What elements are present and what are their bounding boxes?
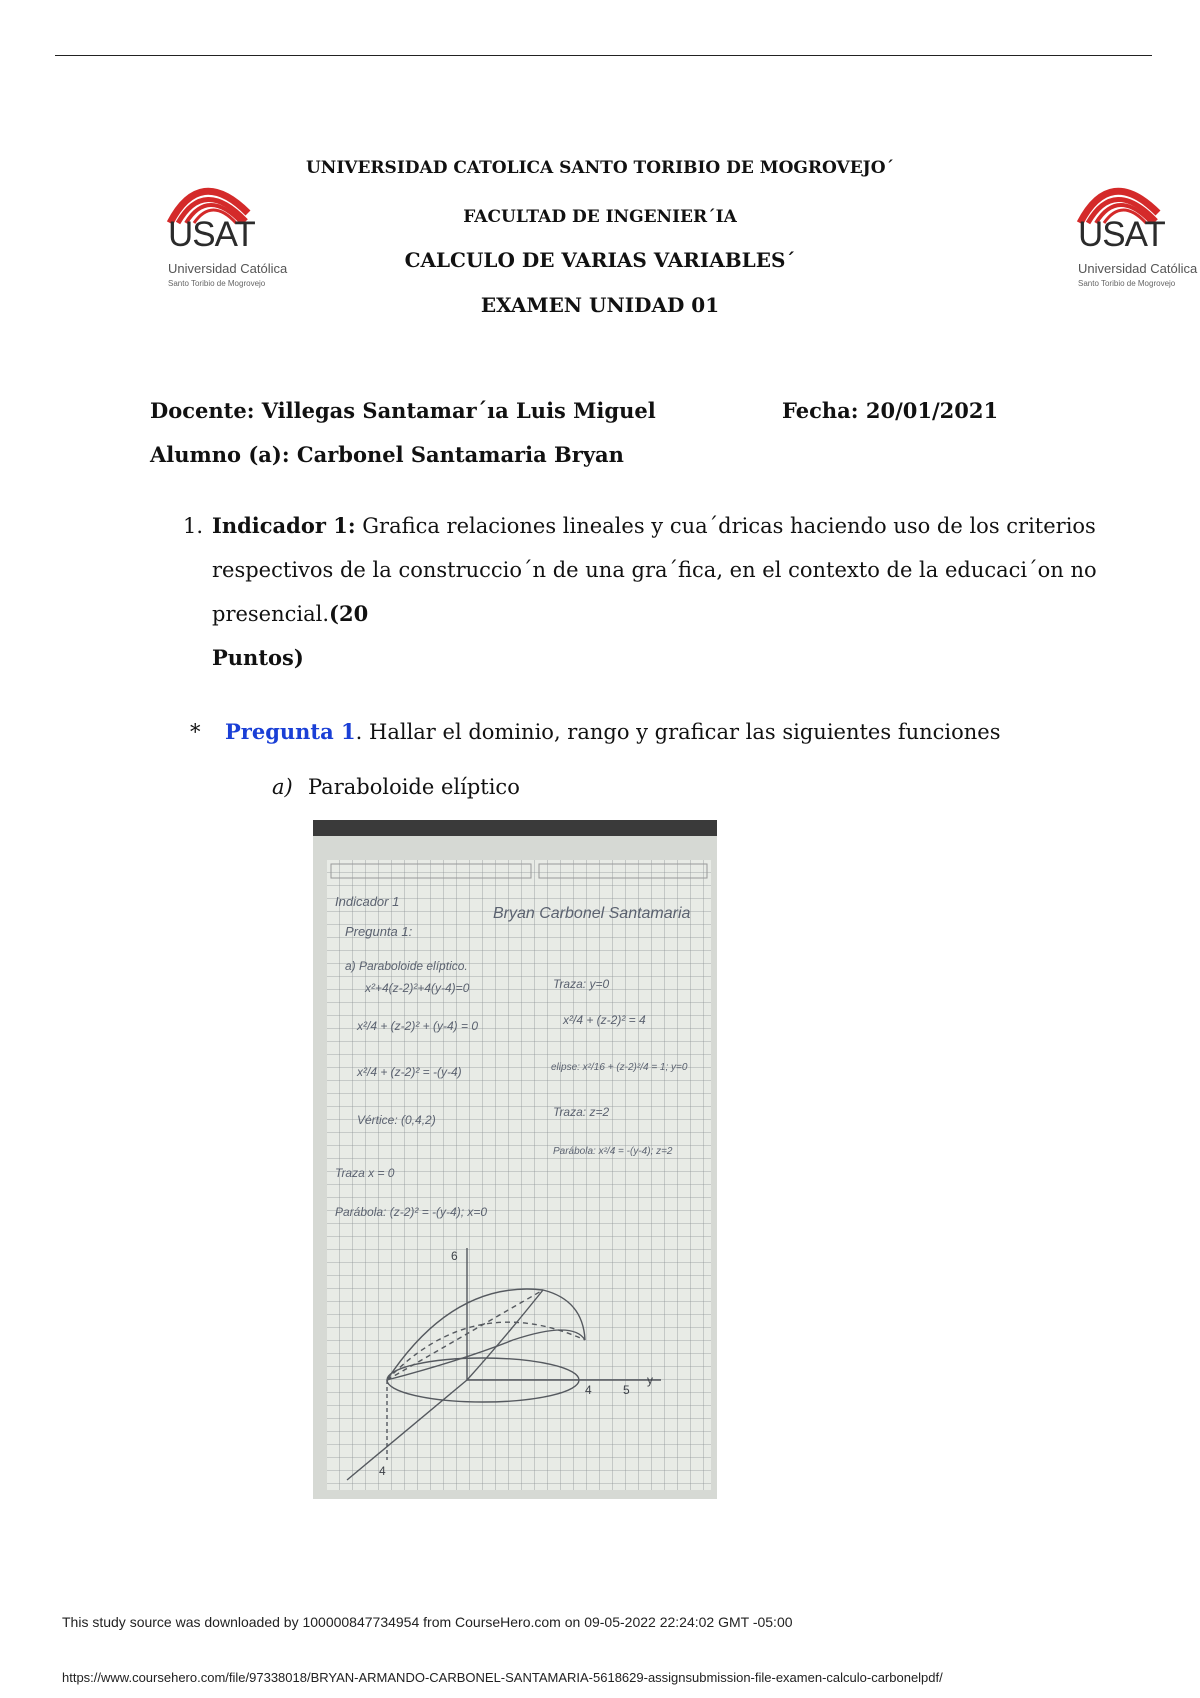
question-text: . Hallar el dominio, rango y graficar las siguientes funciones	[355, 720, 1001, 744]
photo-axis-z: 6	[451, 1249, 458, 1263]
subitem-text: Paraboloide elíptico	[308, 775, 520, 799]
photo-tick-x: 4	[379, 1464, 386, 1478]
exam-title: EXAMEN UNIDAD 01	[480, 293, 720, 317]
points-line-2: Puntos)	[212, 645, 304, 670]
logo-line1: Universidad Católica	[1078, 261, 1198, 276]
photo-tick-5: 5	[623, 1383, 630, 1397]
photo-eq3: x²/4 + (z-2)² = -(y-4)	[357, 1065, 462, 1079]
indicator-text-2: respectivos de la construccio´n de una gra´fica, en el contexto de la educaci´on no	[212, 558, 1097, 582]
usat-logo-right	[1070, 165, 1198, 305]
subitem-marker: a)	[272, 775, 293, 799]
source-footer: This study source was downloaded by 100000847734954 from CourseHero.com on 09-05-2022 22:24:02 GMT -05:00	[62, 1614, 793, 1630]
photo-elipse: elipse: x²/16 + (z-2)²/4 = 1; y=0	[551, 1062, 688, 1073]
points-line-1: (20	[329, 601, 369, 626]
item-number: 1.	[183, 514, 204, 538]
question-line	[225, 710, 1001, 754]
indicator-label: Indicador 1:	[212, 513, 356, 538]
photo-traza-y: Traza: y=0	[553, 977, 610, 991]
photo-axis-y: y	[647, 1373, 653, 1387]
photo-parabola-z: Parábola: x²/4 = -(y-4); z=2	[553, 1146, 673, 1157]
photo-question: Pregunta 1:	[345, 924, 413, 939]
faculty-name: FACULTAD DE INGENIER´IA	[463, 207, 737, 227]
photo-eq-y: x²/4 + (z-2)² = 4	[563, 1013, 646, 1027]
indicator-paragraph	[212, 504, 1097, 680]
top-rule	[55, 55, 1152, 56]
indicator-text-1: Grafica relaciones lineales y cua´dricas haciendo uso de los criterios	[355, 514, 1096, 538]
photo-eq2: x²/4 + (z-2)² + (y-4) = 0	[357, 1019, 479, 1033]
logo-line1: Universidad Católica	[168, 261, 288, 276]
notebook-photo	[313, 820, 717, 1499]
photo-traza-x: Traza x = 0	[335, 1166, 395, 1180]
photo-title: a) Paraboloide elíptico.	[345, 959, 468, 973]
photo-indicator: Indicador 1	[335, 894, 400, 909]
photo-tick-4: 4	[585, 1383, 592, 1397]
docente-line: Docente: Villegas Santamar´ıa Luis Miguel	[150, 398, 656, 423]
photo-parabola-x: Parábola: (z-2)² = -(y-4); x=0	[335, 1205, 488, 1219]
photo-traza-z: Traza: z=2	[553, 1105, 610, 1119]
photo-name: Bryan Carbonel Santamaria	[493, 905, 691, 922]
logo-line2: Santo Toribio de Mogrovejo	[168, 279, 266, 288]
fecha-line: Fecha: 20/01/2021	[782, 398, 999, 423]
logo-brand: USAT	[1078, 215, 1165, 254]
usat-logo-left	[160, 165, 288, 305]
question-label: Pregunta 1	[225, 719, 356, 744]
url-footer[interactable]: https://www.coursehero.com/file/97338018/BRYAN-ARMANDO-CARBONEL-SANTAMARIA-5618629-assignsubmission-file-examen-calculo-carbonelpdf/	[62, 1670, 943, 1685]
logo-brand: USAT	[168, 215, 255, 254]
logo-line2: Santo Toribio de Mogrovejo	[1078, 279, 1176, 288]
indicator-text-3: presencial.	[212, 602, 330, 626]
alumno-line: Alumno (a): Carbonel Santamaria Bryan	[150, 442, 624, 467]
question-bullet: *	[190, 720, 201, 744]
photo-vertice: Vértice: (0,4,2)	[357, 1113, 436, 1127]
course-name: CALCULO DE VARIAS VARIABLES´	[404, 248, 796, 272]
notebook-drawing	[313, 820, 717, 1499]
photo-eq1: x²+4(z-2)²+4(y-4)=0	[365, 981, 470, 995]
university-name: UNIVERSIDAD CATOLICA SANTO TORIBIO DE MOGROVEJO´	[305, 158, 895, 178]
